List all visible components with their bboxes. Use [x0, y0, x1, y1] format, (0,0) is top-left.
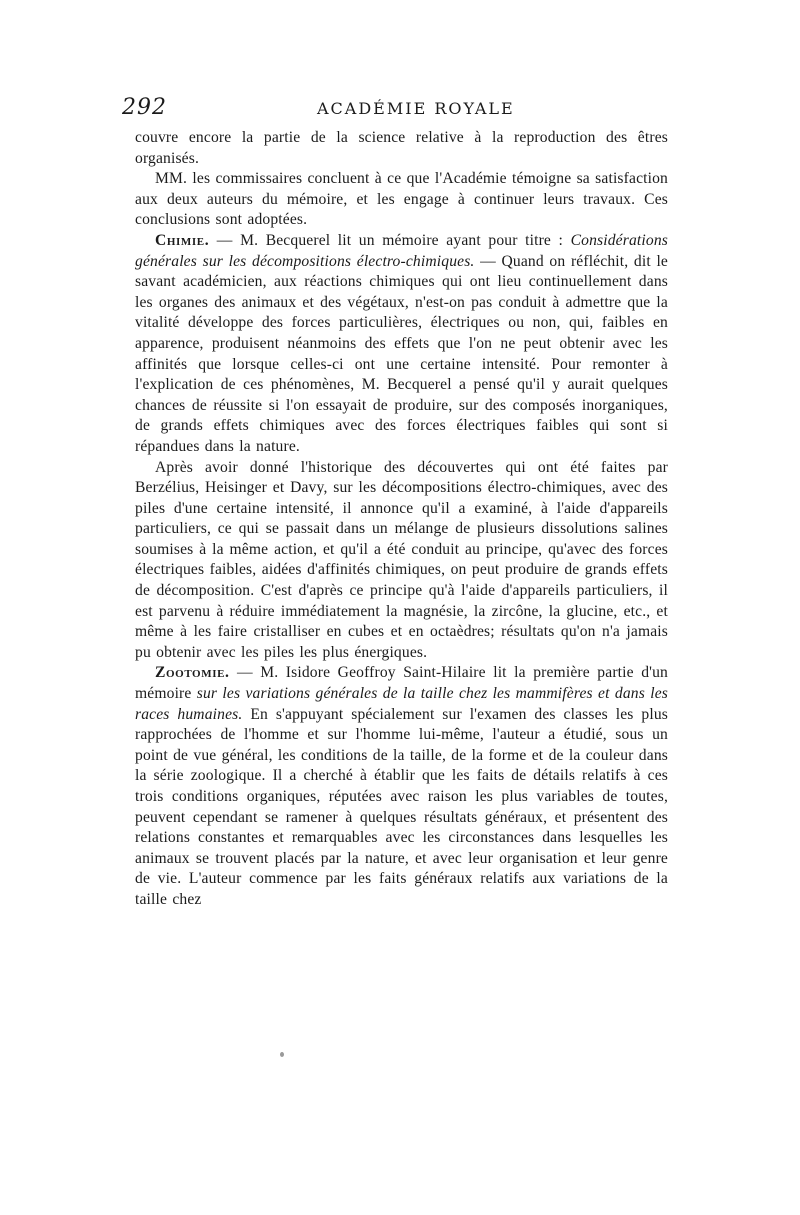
running-title: ACADÉMIE ROYALE: [317, 99, 515, 118]
paragraph-text: — M. Isidore Geoffroy Saint-Hilaire lit la première partie d'un mémoire: [135, 664, 668, 703]
paragraph-commissioners: [135, 169, 668, 231]
paragraph-text: En s'appuyant spécialement sur l'examen des classes les plus rapprochées de l'homme et sur l'homme lui-même, l'auteur a étudié, sous un point de vue général, les conditions de la taille, de la forme et de la couleur dans la série zoologique. Il a cherché à établir que les faits de détails relatifs à ces trois conditions organiques, réputées avec raison les plus variables de toutes, peuvent cependant se ramener à quelques résultats généraux, et présentent des relations constantes et remarquables avec les circonstances dans lesquelles les animaux se trouvent placés par la nature, et avec leur organisation et leur genre de vie. L'auteur commence par les faits généraux relatifs aux variations de la taille chez: [135, 705, 669, 908]
paragraph-text: MM. les commissaires concluent à ce que l'Académie témoigne sa satisfaction aux deux auteurs du mémoire, et les engage à continuer leurs travaux. Ces conclusions sont adoptées.: [135, 170, 668, 229]
paragraph-text: Après avoir donné l'historique des découvertes qui ont été faites par Berzélius, Heisinger et Davy, sur les décompositions électro-chimiques, avec des piles d'une certaine intensité, il annonce qu'il a examiné, à l'aide d'appareils particuliers, ce qui se passait dans un mélange de plusieurs dissolutions salines soumises à la même action, et qu'il a été conduit au principe, qu'avec des forces électriques faibles, aidées d'affinités chimiques, on peut produire de grands effets de décomposition. C'est d'après ce principe qu'à l'aide d'appareils particuliers, il est parvenu à réduire immédiatement la magnésie, la zircône, la glucine, etc., et même à les faire cristalliser en cubes et en octaèdres; résultats qu'on n'a jamais pu obtenir avec les piles les plus énergiques.: [135, 458, 668, 661]
section-rubric-chimie: Chimie.: [155, 231, 210, 249]
paragraph-historique: [135, 458, 668, 664]
page-number: 292: [122, 95, 167, 120]
paragraph-continuation: [135, 128, 668, 169]
body-text: [135, 128, 668, 911]
paragraph-text: — M. Becquerel lit un mémoire ayant pour titre :: [209, 231, 571, 249]
ink-speck: [280, 1052, 284, 1057]
paragraph-text: — Quand on réfléchit, dit le savant académicien, aux réactions chimiques qui ont lieu continuellement dans les organes des animaux et des végétaux, n'est-on pas conduit à admettre que la vitalité développe des forces particulières, électriques ou non, qui, faibles en apparence, produisent néanmoins des effets que l'on ne peut obtenir avec les affinités que lorsque celles-ci ont une certaine intensité. Pour remonter à l'explication de ces phénomènes, M. Becquerel a pensé qu'il y aurait quelques chances de réussite si l'on essayait de produire, sur des composés inorganiques, de grands effets chimiques avec des forces électriques faibles qui sont si répandues dans la nature.: [135, 252, 668, 455]
page-header: [122, 95, 662, 125]
paragraph-text: couvre encore la partie de la science relative à la reproduction des êtres organisés.: [135, 129, 668, 167]
memoir-title: sur les variations générales de la taille chez les mammifères et dans les races humaines.: [135, 685, 668, 723]
memoir-title: Considérations générales sur les décompositions électro-chimiques.: [135, 231, 668, 270]
paragraph-chimie: [135, 231, 668, 458]
section-rubric-zootomie: Zootomie.: [155, 664, 230, 682]
paragraph-zootomie: [135, 663, 668, 910]
